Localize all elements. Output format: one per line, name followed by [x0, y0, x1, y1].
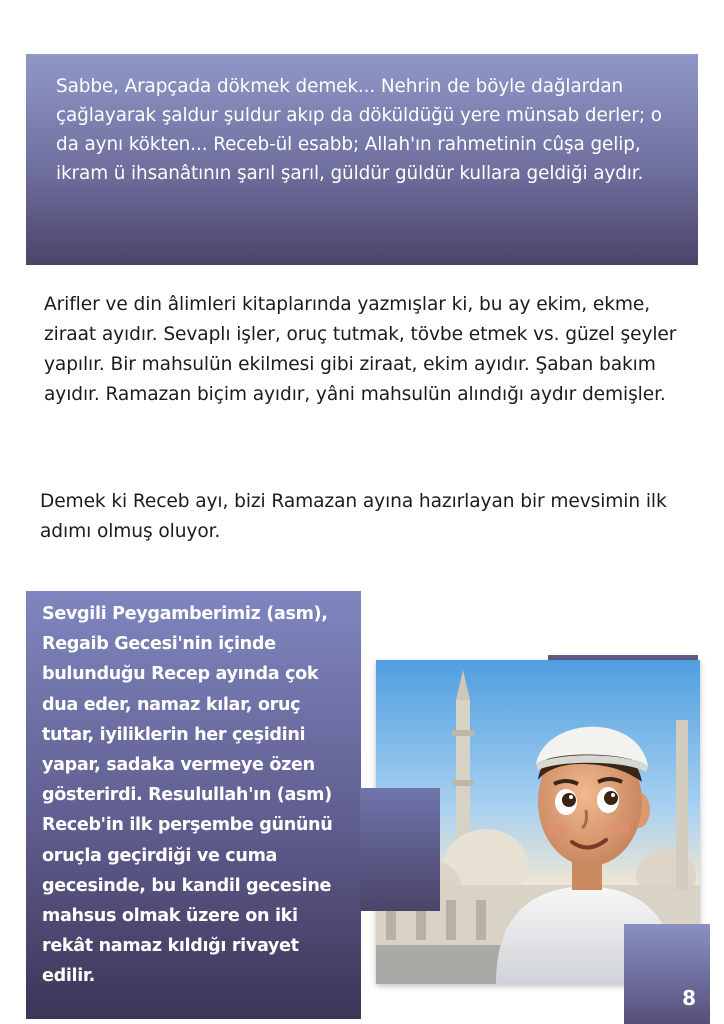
page-number-box	[624, 924, 710, 1024]
quote-text: Sabbe, Arapçada dökmek demek... Nehrin de böyle dağlardan çağlayarak şaldur şuldur akıp da döküldüğü yere münsab derler; o da aynı kökten... Receb-ül esabb; Allah'ın rahmetinin cûşa gelip, ikram ü ihsanâtının şarıl şarıl, güldür güldür kullara geldiği aydır.	[56, 76, 662, 184]
decorative-square	[360, 788, 440, 911]
side-text-box	[26, 591, 361, 1019]
quote-box	[26, 54, 698, 265]
body-paragraph-1: Arifler ve din âlimleri kitaplarında yazmışlar ki, bu ay ekim, ekme, ziraat ayıdır. Sevaplı işler, oruç tutmak, tövbe etmek vs. güzel şeyler yapılır. Bir mahsulün ekilmesi gibi ziraat, ekim ayıdır. Şaban bakım ayıdır. Ramazan biçim ayıdır, yâni mahsulün alındığı aydır demişler.	[44, 294, 677, 405]
side-text: Sevgili Peygamberimiz (asm), Regaib Gecesi'nin içinde bulunduğu Recep ayında çok dua eder, namaz kılar, oruç tutar, iyiliklerin her çeşidini yapar, sadaka vermeye özen gösterirdi. Resulullah'ın (asm) Receb'in ilk perşembe gününü oruçla geçirdiği ve cuma gecesinde, bu kandil gecesine mahsus olmak üzere on iki rekât namaz kıldığı rivayet edilir.	[42, 604, 333, 987]
body-paragraph-2: Demek ki Receb ayı, bizi Ramazan ayına hazırlayan bir mevsimin ilk adımı olmuş oluyor.	[40, 491, 667, 542]
page-number: 8	[682, 986, 696, 1010]
